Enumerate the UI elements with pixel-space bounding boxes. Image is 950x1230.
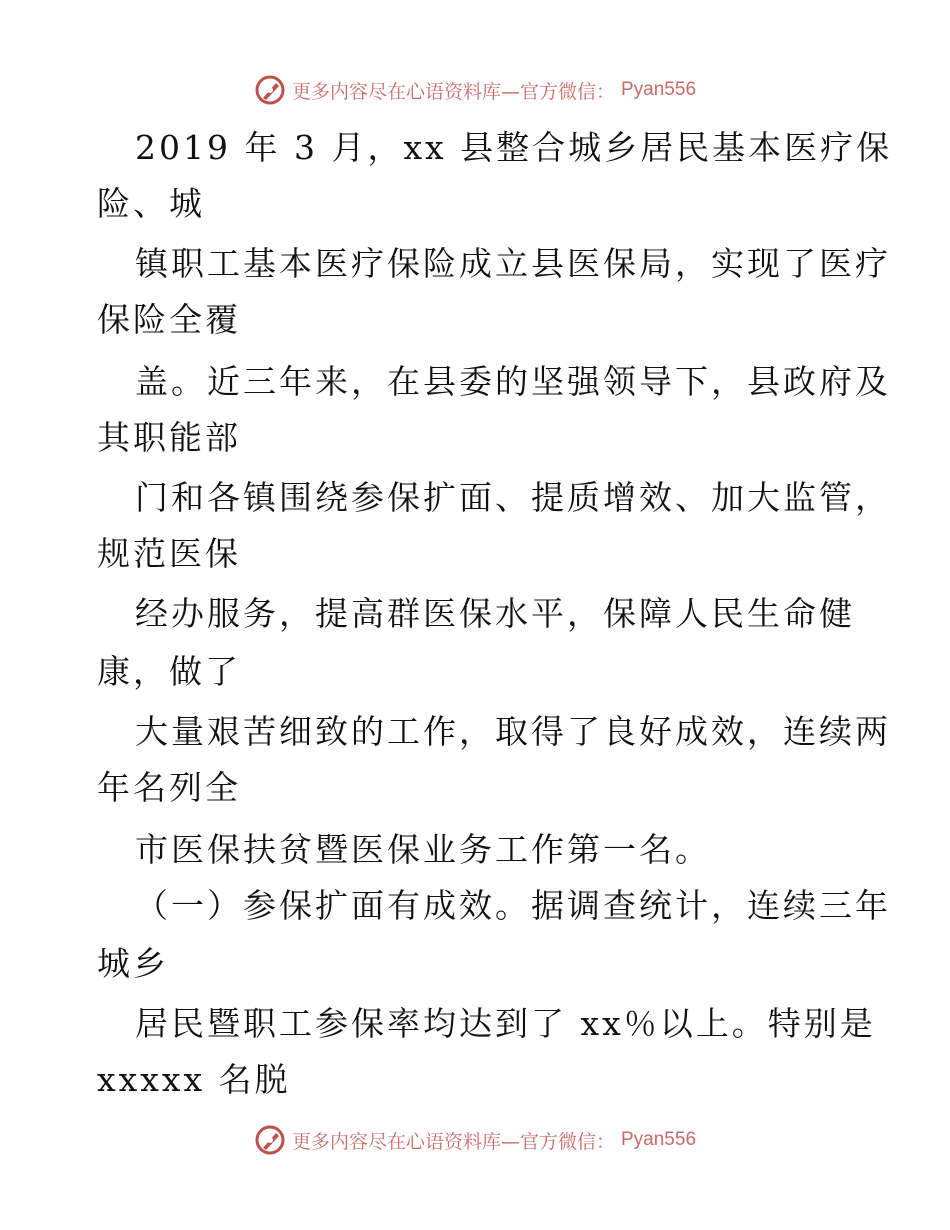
body-line: 大量艰苦细致的工作，取得了良好成效，连续两 [135,712,891,751]
watermark-id: Pyan556 [621,79,697,100]
body-line: 经办服务，提高群医保水平，保障人民生命健 [135,594,855,633]
body-line: 市医保扶贫暨医保业务工作第一名。 [135,830,711,869]
body-line: 城乡 [97,944,169,983]
body-line: 门和各镇围绕参保扩面、提质增效、加大监管， [135,478,891,517]
pen-logo-icon [254,74,286,106]
body-line: 年名列全 [97,768,241,807]
watermark-text: 更多内容尽在心语资料库—官方微信： [291,80,615,103]
watermark-id: Pyan556 [621,1129,697,1150]
body-line: 康，做了 [97,652,241,691]
body-line: 其职能部 [97,418,241,457]
body-line: 2019 年 3 月，xx 县整合城乡居民基本医疗保 [135,128,893,167]
body-line: 规范医保 [97,534,241,573]
pen-logo-icon [254,1124,286,1156]
body-line: 镇职工基本医疗保险成立县医保局，实现了医疗 [135,244,891,283]
body-line: 居民暨职工参保率均达到了 xx％以上。特别是 [135,1004,876,1043]
body-line: （一）参保扩面有成效。据调查统计，连续三年 [135,886,891,925]
body-line: 盖。近三年来，在县委的坚强领导下，县政府及 [135,362,891,401]
body-line: xxxxx 名脱 [97,1060,291,1099]
footer-watermark [0,1120,950,1160]
body-line: 保险全覆 [97,300,241,339]
watermark-text: 更多内容尽在心语资料库—官方微信： [291,1130,615,1153]
header-watermark [0,70,950,110]
body-line: 险、城 [97,184,205,223]
